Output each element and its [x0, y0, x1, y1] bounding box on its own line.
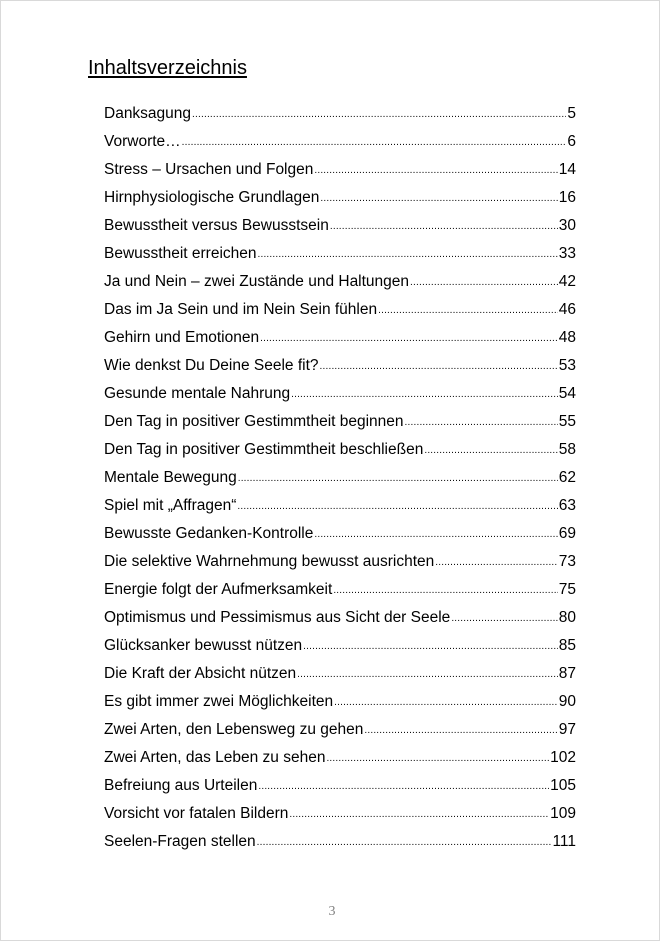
toc-entry-page: 87 [558, 665, 576, 682]
toc-dot-leader [435, 552, 557, 566]
page-title: Inhaltsverzeichnis [88, 57, 247, 79]
toc-entry-label: Gehirn und Emotionen [104, 329, 260, 346]
toc-entry-label: Das im Ja Sein und im Nein Sein fühlen [104, 301, 378, 318]
toc-entry-page: 111 [552, 833, 576, 850]
toc-entry [104, 608, 576, 636]
toc-entry [104, 496, 576, 524]
toc-entry-label: Den Tag in positiver Gestimmtheit beschließen [104, 441, 424, 458]
toc-entry-page: 62 [558, 469, 576, 486]
toc-dot-leader [378, 300, 558, 314]
toc-entry-label: Zwei Arten, das Leben zu sehen [104, 749, 326, 766]
toc-entry-page: 48 [558, 329, 576, 346]
toc-entry [104, 636, 576, 664]
toc-entry-page: 69 [558, 525, 576, 542]
toc-dot-leader [192, 104, 566, 118]
toc-entry [104, 132, 576, 160]
toc-entry-page: 46 [558, 301, 576, 318]
toc-entry-page: 97 [558, 721, 576, 738]
toc-entry-page: 85 [558, 637, 576, 654]
toc-entry-label: Den Tag in positiver Gestimmtheit beginnen [104, 413, 404, 430]
toc-entry [104, 720, 576, 748]
toc-entry-page: 102 [550, 749, 576, 766]
toc-entry [104, 748, 576, 776]
toc-dot-leader [330, 216, 558, 230]
toc-dot-leader [238, 468, 558, 482]
toc-entry-label: Optimismus und Pessimismus aus Sicht der Seele [104, 609, 451, 626]
toc-dot-leader [291, 384, 558, 398]
toc-dot-leader [334, 692, 558, 706]
toc-dot-leader [333, 580, 557, 594]
toc-entry-label: Danksagung [104, 105, 192, 122]
toc-entry [104, 552, 576, 580]
toc-entry [104, 776, 576, 804]
toc-entry [104, 384, 576, 412]
toc-entry-page: 55 [558, 413, 576, 430]
toc-entry-label: Es gibt immer zwei Möglichkeiten [104, 693, 334, 710]
toc-dot-leader [237, 496, 557, 510]
toc-dot-leader [410, 272, 558, 286]
toc-entry-label: Die Kraft der Absicht nützen [104, 665, 297, 682]
toc-entry-page: 33 [558, 245, 576, 262]
table-of-contents [104, 104, 576, 860]
toc-entry [104, 524, 576, 552]
toc-dot-leader [260, 328, 558, 342]
toc-entry [104, 160, 576, 188]
toc-entry-page: 30 [558, 217, 576, 234]
toc-dot-leader [289, 804, 549, 818]
toc-entry-page: 14 [558, 161, 576, 178]
toc-entry-page: 75 [558, 581, 576, 598]
toc-entry [104, 692, 576, 720]
toc-entry-label: Befreiung aus Urteilen [104, 777, 258, 794]
toc-entry-label: Energie folgt der Aufmerksamkeit [104, 581, 333, 598]
toc-entry [104, 104, 576, 132]
toc-entry-label: Vorworte… [104, 133, 181, 150]
toc-entry [104, 804, 576, 832]
toc-entry [104, 356, 576, 384]
toc-entry-page: 90 [558, 693, 576, 710]
toc-entry-page: 54 [558, 385, 576, 402]
toc-entry-page: 105 [550, 777, 576, 794]
toc-entry [104, 412, 576, 440]
toc-dot-leader [405, 412, 558, 426]
toc-entry-page: 63 [558, 497, 576, 514]
toc-entry [104, 244, 576, 272]
toc-entry [104, 272, 576, 300]
toc-dot-leader [257, 832, 552, 846]
toc-entry [104, 216, 576, 244]
toc-entry-page: 16 [558, 189, 576, 206]
toc-entry-page: 5 [567, 105, 576, 122]
toc-entry-label: Zwei Arten, den Lebensweg zu gehen [104, 721, 364, 738]
toc-dot-leader [326, 748, 549, 762]
toc-entry-label: Stress – Ursachen und Folgen [104, 161, 314, 178]
toc-entry-page: 42 [558, 273, 576, 290]
toc-entry-page: 80 [558, 609, 576, 626]
page-number: 3 [328, 904, 336, 919]
toc-entry-label: Glücksanker bewusst nützen [104, 637, 303, 654]
toc-dot-leader [320, 188, 557, 202]
toc-entry-page: 6 [567, 133, 576, 150]
toc-entry-label: Die selektive Wahrnehmung bewusst ausrichten [104, 553, 435, 570]
toc-dot-leader [314, 524, 557, 538]
toc-dot-leader [258, 244, 558, 258]
toc-entry [104, 468, 576, 496]
toc-entry-label: Gesunde mentale Nahrung [104, 385, 291, 402]
toc-dot-leader [320, 356, 558, 370]
toc-entry-label: Seelen-Fragen stellen [104, 833, 256, 850]
toc-entry-page: 58 [558, 441, 576, 458]
toc-dot-leader [364, 720, 557, 734]
toc-dot-leader [258, 776, 549, 790]
toc-entry [104, 440, 576, 468]
toc-entry [104, 300, 576, 328]
toc-entry-label: Hirnphysiologische Grundlagen [104, 189, 320, 206]
toc-entry-page: 73 [558, 553, 576, 570]
toc-dot-leader [297, 664, 558, 678]
toc-entry-label: Spiel mit „Affragen“ [104, 497, 237, 514]
toc-entry-label: Ja und Nein – zwei Zustände und Haltungen [104, 273, 410, 290]
toc-entry [104, 664, 576, 692]
toc-entry-page: 109 [550, 805, 576, 822]
toc-entry-label: Bewusste Gedanken-Kontrolle [104, 525, 314, 542]
toc-entry-label: Mentale Bewegung [104, 469, 237, 486]
toc-entry-label: Vorsicht vor fatalen Bildern [104, 805, 289, 822]
toc-entry [104, 328, 576, 356]
toc-dot-leader [314, 160, 557, 174]
toc-entry-label: Bewusstheit erreichen [104, 245, 257, 262]
toc-entry-label: Wie denkst Du Deine Seele fit? [104, 357, 319, 374]
toc-dot-leader [303, 636, 558, 650]
toc-entry-label: Bewusstheit versus Bewusstsein [104, 217, 329, 234]
toc-dot-leader [182, 132, 567, 146]
toc-entry [104, 832, 576, 860]
toc-dot-leader [424, 440, 557, 454]
toc-dot-leader [451, 608, 557, 622]
toc-entry [104, 580, 576, 608]
toc-entry [104, 188, 576, 216]
toc-entry-page: 53 [558, 357, 576, 374]
